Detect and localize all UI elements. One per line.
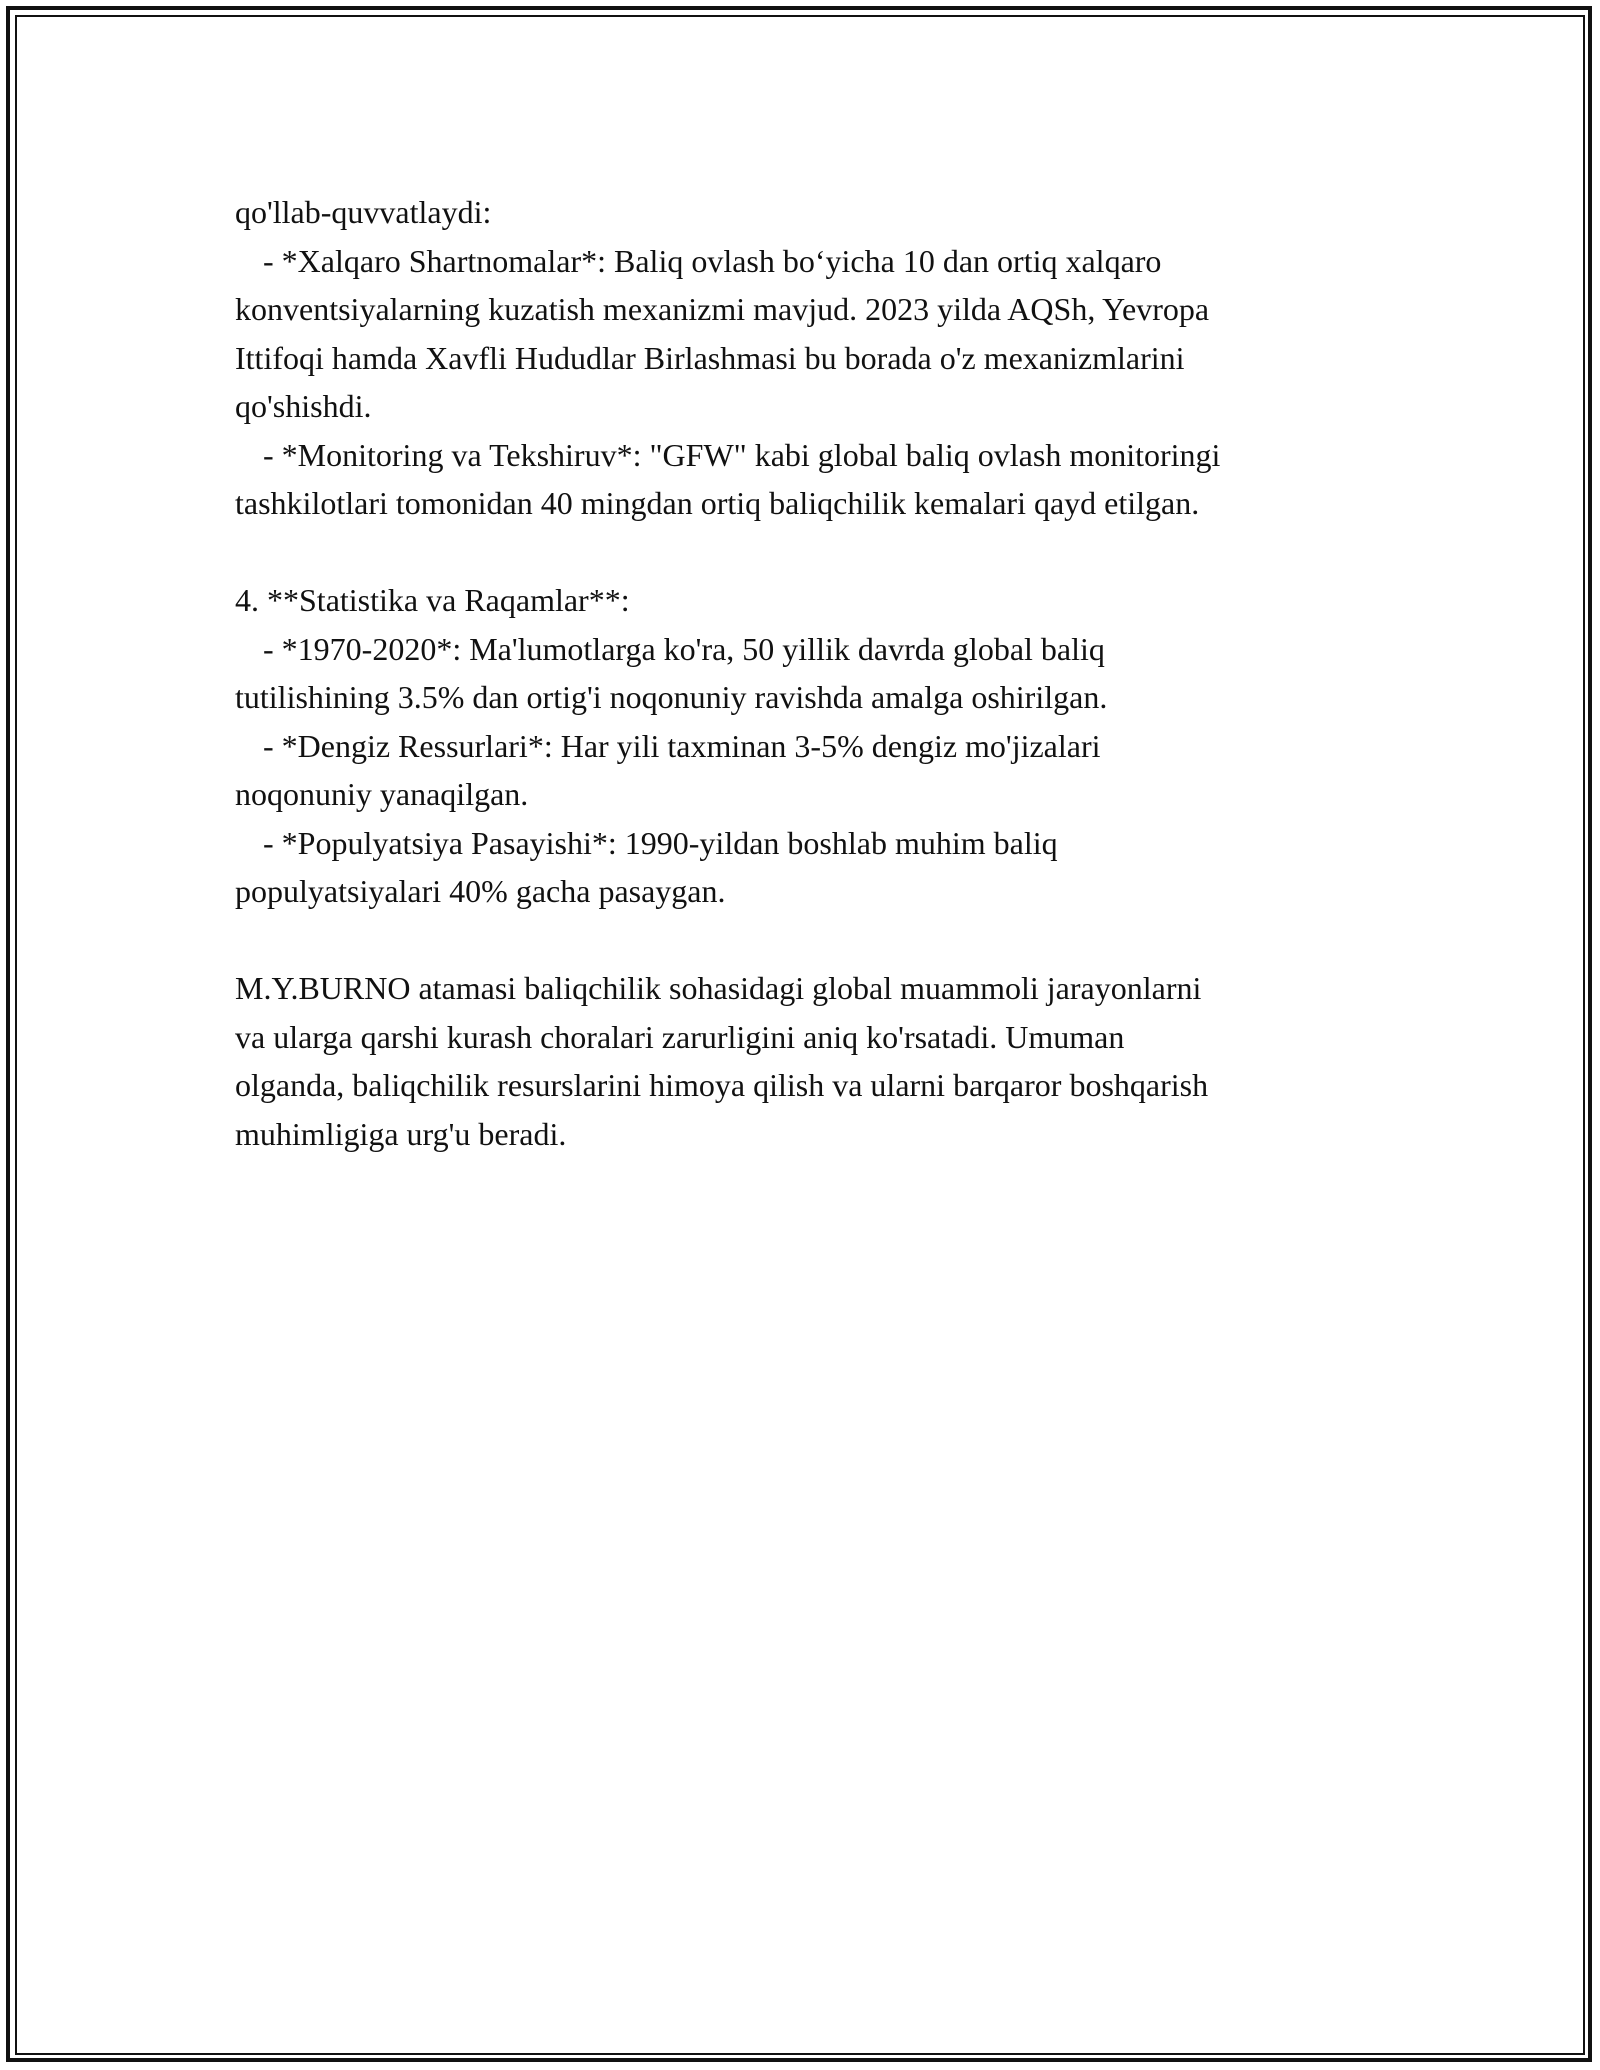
- paragraph-gap: [235, 528, 1385, 577]
- stat-population-line-2: populyatsiyalari 40% gacha pasaygan.: [235, 873, 726, 909]
- monitoring-line-1: - *Monitoring va Tekshiruv*: "GFW" kabi global baliq ovlash monitoringi: [263, 436, 1221, 473]
- paragraph-gap: [235, 916, 1385, 965]
- conclusion-line-1: M.Y.BURNO atamasi baliqchilik sohasidagi global muammoli jarayonlarni: [235, 970, 1202, 1006]
- stat-1970-line-2: tutilishining 3.5% dan ortig'i noqonuniy ravishda amalga oshirilgan.: [235, 679, 1108, 715]
- treaties-line-1: - *Xalqaro Shartnomalar*: Baliq ovlash bo‘yicha 10 dan ortiq xalqaro: [263, 242, 1162, 279]
- monitoring-line-2: tashkilotlari tomonidan 40 mingdan ortiq baliqchilik kemalari qayd etilgan.: [235, 485, 1200, 521]
- stat-resources-line-2: noqonuniy yanaqilgan.: [235, 776, 529, 812]
- treaties-line-3: Ittifoqi hamda Xavfli Hududlar Birlashmasi bu borada o'z mexanizmlarini: [235, 339, 1185, 376]
- stat-resources-line-1: - *Dengiz Ressurlari*: Har yili taxminan 3-5% dengiz mo'jizalari: [263, 727, 1101, 764]
- stat-population-line-1: - *Populyatsiya Pasayishi*: 1990-yildan boshlab muhim baliq: [263, 824, 1058, 861]
- conclusion-line-4: muhimligiga urg'u beradi.: [235, 1115, 567, 1152]
- treaties-line-2: konventsiyalarning kuzatish mexanizmi mavjud. 2023 yilda AQSh, Yevropa: [235, 291, 1210, 327]
- conclusion-line-3: olganda, baliqchilik resurslarini himoya qilish va ularni barqaror boshqarish: [235, 1067, 1209, 1103]
- conclusion-line-2: va ularga qarshi kurash choralari zarurligini aniq ko'rsatadi. Umuman: [235, 1018, 1125, 1055]
- section-4-heading: 4. **Statistika va Raqamlar**:: [235, 582, 630, 618]
- document-body: [235, 188, 1385, 1158]
- intro-line: qo'llab-quvvatlaydi:: [235, 194, 492, 230]
- stat-1970-line-1: - *1970-2020*: Ma'lumotlarga ko'ra, 50 yillik davrda global baliq: [263, 630, 1105, 667]
- treaties-line-4: qo'shishdi.: [235, 388, 372, 424]
